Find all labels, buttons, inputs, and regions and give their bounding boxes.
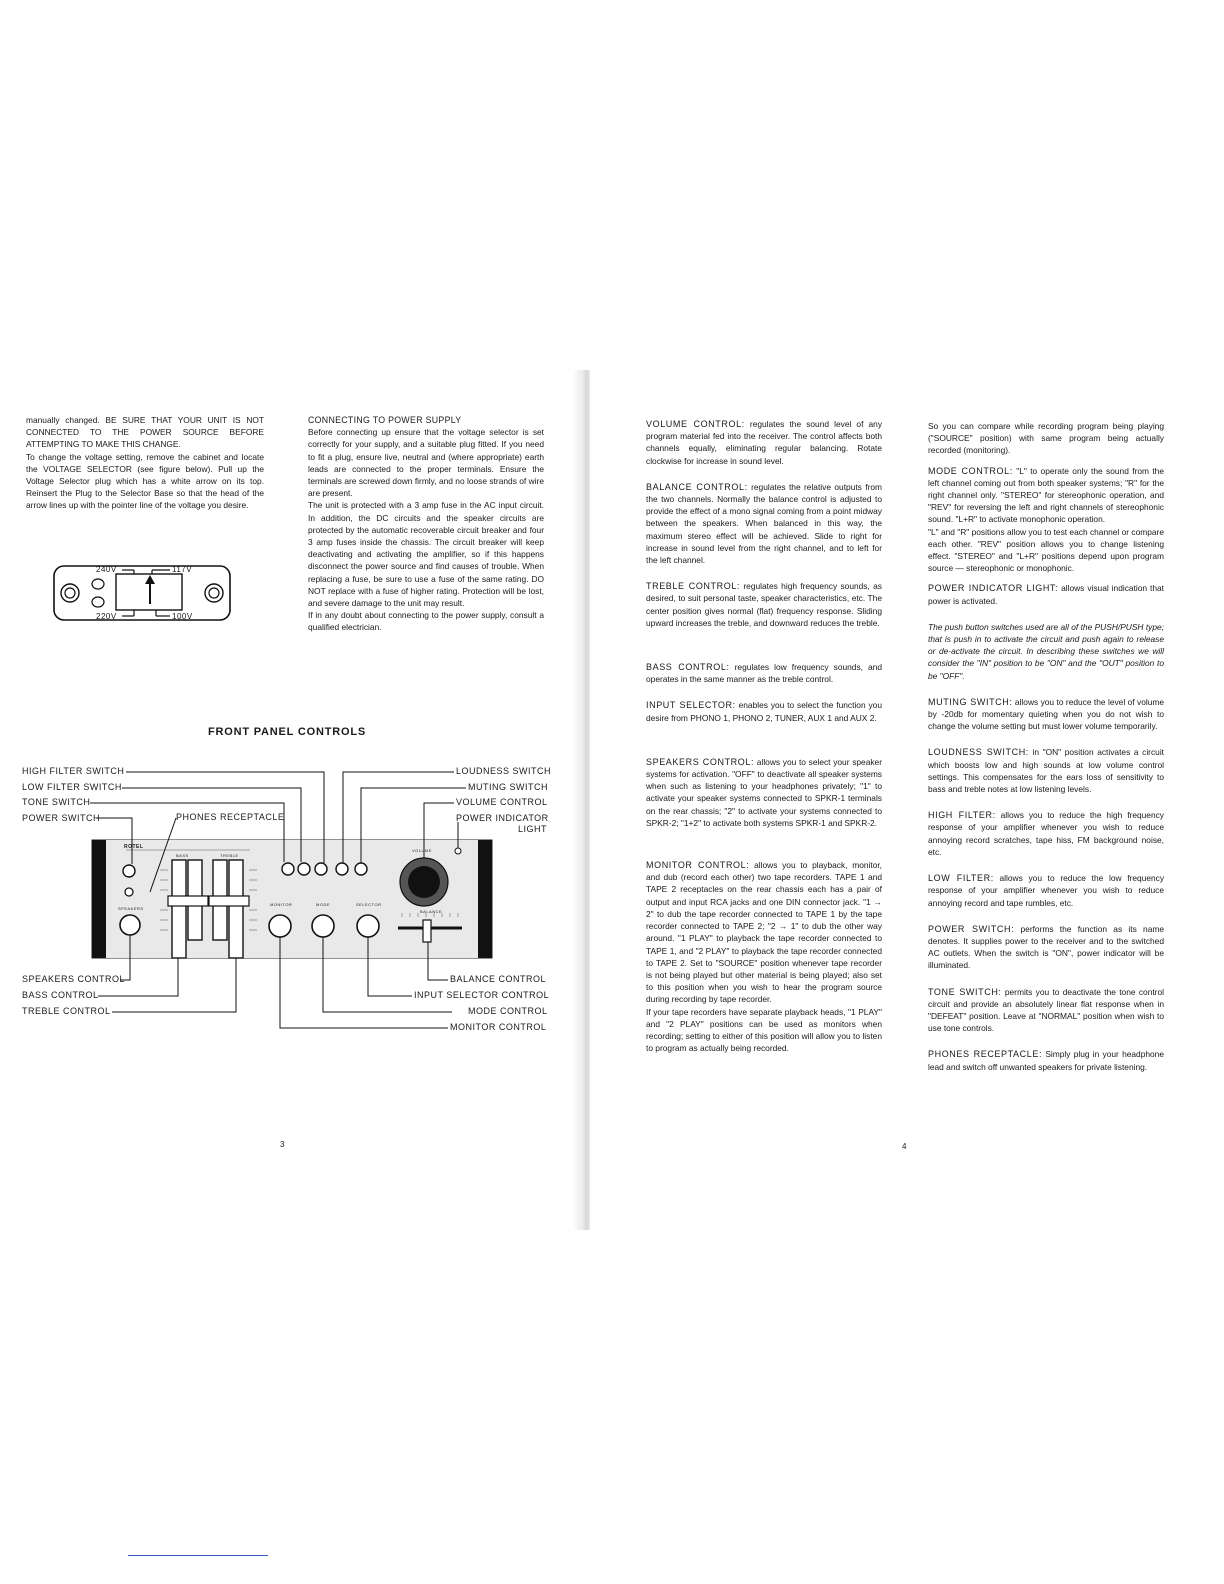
balance-control-item <box>646 481 882 566</box>
left-col-2 <box>308 414 544 634</box>
label-power-indicator: POWER INDICATOR <box>456 813 549 823</box>
label-mode-control: MODE CONTROL <box>468 1006 548 1016</box>
monitor-continuation: So you can compare while recording program being playing ("SOURCE" position) with same program being actually recorded (monitoring). <box>928 421 1164 456</box>
treble-control-text: regulates high frequency sounds, as desired, to suit personal taste, speaker characteristics, etc. The center position gives normal (flat) frequency response. Sliding upward increases the treble, and downward reduces the treble. <box>646 581 882 628</box>
label-power-switch: POWER SWITCH <box>22 813 100 823</box>
high-filter-head: HIGH FILTER: <box>928 810 996 821</box>
left-col-1 <box>26 414 264 512</box>
speakers-control-head: SPEAKERS CONTROL: <box>646 756 755 767</box>
power-indicator-text: allows visual indication that power is activated. <box>928 583 1164 606</box>
page-number-3: 3 <box>280 1140 285 1149</box>
monitor-control-text-2: If your tape recorders have separate playback heads, "1 PLAY" and "2 PLAY" positions can be used as monitors when recording; setting to either of this position will allow you to listen to program as actually being recorded. <box>646 1006 882 1054</box>
power-supply-paragraph-3: If in any doubt about connecting to the power supply, consult a qualified electrician. <box>308 610 544 633</box>
power-switch-text: performs the function as its name denotes. It supplies power to the receiver and to the switched AC outlets. When the switch is "ON", power indicator will be illuminated. <box>928 923 1164 971</box>
balance-control-head: BALANCE CONTROL: <box>646 481 748 492</box>
muting-switch-text: allows you to reduce the level of volume by -20db for momentary quieting when you do not wish to change the volume setting but must lower volume temporarily. <box>928 696 1165 732</box>
panel-balance-label: BALANCE <box>420 909 443 914</box>
label-monitor-control: MONITOR CONTROL <box>450 1022 547 1032</box>
loudness-switch-text: in "ON" position activates a circuit which boosts low and high sounds at low volume control settings. This compensates for the ears loss of sensitivity to bass and treble notes at low listening levels. <box>928 747 1165 795</box>
tone-switch-text: permits you to deactivate the tone control circuit and provide an absolutely linear flat response when in "DEFEAT" position. Leave at "NORMAL" position when wish to use tone controls. <box>928 986 1164 1034</box>
panel-monitor-label: MONITOR <box>270 902 293 907</box>
tone-switch-item <box>928 986 1164 1035</box>
voltage-warning-paragraph: manually changed. BE SURE THAT YOUR UNIT IS NOT CONNECTED TO THE POWER SOURCE BEFORE ATTEMPTING TO MAKE THIS CHANGE. <box>26 415 264 450</box>
right-page <box>590 0 1224 1584</box>
label-100v: 100V <box>172 612 193 621</box>
volume-control-text: regulates the sound level of any program material fed into the receiver. The control affects both channels equally, eliminating regular balancing. Rotate clockwise for increase in sound level. <box>646 419 883 466</box>
power-supply-heading: CONNECTING TO POWER SUPPLY <box>308 415 462 425</box>
volume-control-head: VOLUME CONTROL: <box>646 419 745 429</box>
label-light: LIGHT <box>518 824 548 834</box>
phones-receptacle-text: Simply plug in your headphone lead and switch off unwanted speakers for private listening. <box>928 1049 1164 1072</box>
panel-speakers-label: SPEAKERS <box>118 906 144 911</box>
panel-treble-label: TREBLE <box>220 853 239 858</box>
label-speakers-control: SPEAKERS CONTROL <box>22 974 126 984</box>
high-filter-text: allows you to reduce the high frequency response of your amplifier whenever you wish to reduce annoying record scratches, tape hiss, FM background noise, etc. <box>928 810 1164 857</box>
power-indicator-item <box>928 582 1164 606</box>
tone-switch-head: TONE SWITCH: <box>928 986 1002 997</box>
balance-control-text: regulates the relative outputs from the two channels. Normally the balance control is adjusted to provide the effect of a mono signal coming from a point midway between the speakers. When balanced in this way, the maximum stereo effect will be achieved. Slide to right for increase in sound level from the right channel, and to left for the left channel. <box>646 481 883 566</box>
label-muting-switch: MUTING SWITCH <box>468 782 548 792</box>
label-bass-control: BASS CONTROL <box>22 990 99 1000</box>
power-indicator-head: POWER INDICATOR LIGHT: <box>928 583 1059 594</box>
panel-mode-label: MODE <box>316 902 330 907</box>
phones-receptacle-item <box>928 1048 1164 1072</box>
power-switch-head: POWER SWITCH: <box>928 923 1015 934</box>
treble-control-head: TREBLE CONTROL: <box>646 581 741 592</box>
voltage-change-paragraph: To change the voltage setting, remove the cabinet and locate the VOLTAGE SELECTOR (see figure below). Pull up the Voltage Selector plug which has a white arrow on its top. Reinsert the Plug to the Selector Base so that the head of the arrow lines up with the pointer line of the voltage you desire. <box>26 451 264 511</box>
right-col-2 <box>928 420 1164 1073</box>
label-low-filter-switch: LOW FILTER SWITCH <box>22 782 122 792</box>
monitor-control-head: MONITOR CONTROL: <box>646 860 750 871</box>
speakers-control-text: allows you to select your speaker systems for activation. "OFF" to deactivate all speaker systems when such as listening to your headphones privately; "1" to activate your speaker systems connected to SPKR-1 terminals on the rear chassis; "2" to activate your systems connected to SPKR-2; "1+2" to activate both systems SPKR-1 and SPKR-2. <box>646 756 882 828</box>
panel-brand: ROTEL <box>124 844 144 850</box>
left-page <box>0 0 590 1584</box>
label-tone-switch: TONE SWITCH <box>22 797 91 807</box>
label-loudness-switch: LOUDNESS SWITCH <box>456 766 552 776</box>
muting-switch-item <box>928 696 1164 733</box>
bass-control-text: regulates low frequency sounds, and operates in the same manner as the treble control. <box>646 662 883 685</box>
muting-switch-head: MUTING SWITCH: <box>928 696 1013 707</box>
label-117v: 117V <box>172 565 193 574</box>
treble-control-item <box>646 580 882 629</box>
loudness-switch-item <box>928 746 1164 795</box>
label-balance-control: BALANCE CONTROL <box>450 974 547 984</box>
label-volume-control: VOLUME CONTROL <box>456 797 548 807</box>
bass-control-head: BASS CONTROL: <box>646 662 730 673</box>
monitor-control-text: allows you to playback, monitor, and dub (record each other) two tape recorders. TAPE 1 and TAPE 2 receptacles on the rear chassis each has a pair of output and input RCA jacks and one DIN connector jack. "1 → 2" to dub the tape recorder connected to TAPE 1 by the tape recorder connected to TAPE 2; "2 → 1" to dub the other way around. "1 PLAY" to playback the tape recorder connected to TAPE 1, and "2 PLAY" to playback the tape recorder connected to TAPE 2. Set to "SOURCE" position whenever tape recorder is not being played but other material is being played; also set to this position when you wish to hear the program source during recording by tape recorder. <box>646 860 883 1005</box>
label-phones-receptacle: PHONES RECEPTACLE <box>176 812 285 822</box>
speakers-control-item <box>646 756 882 829</box>
power-supply-paragraph-2: The unit is protected with a 3 amp fuse in the AC input circuit. In addition, the DC circuits and the speaker circuits are protected by the automatic recoverable circuit breaker and four 3 amp fuses inside the chassis. The circuit breaker will keep deactivating and activating the amplifier, so if this happens disconnect the power source and find causes of trouble. When replacing a fuse, be sure to use a fuse of the same rating. DO NOT replace with a fuse of higher rating. Protection will be lost, and severe damage to the unit may result. <box>308 500 544 609</box>
loudness-switch-head: LOUDNESS SWITCH: <box>928 747 1029 758</box>
mode-control-head: MODE CONTROL: <box>928 465 1013 476</box>
phones-receptacle-head: PHONES RECEPTACLE: <box>928 1049 1043 1060</box>
panel-volume-label: VOLUME <box>412 848 432 853</box>
label-high-filter-switch: HIGH FILTER SWITCH <box>22 766 125 776</box>
low-filter-text: allows you to reduce the low frequency response of your amplifier whenever you wish to reduce annoying record and tape rumbles, etc. <box>928 873 1165 908</box>
input-selector-head: INPUT SELECTOR: <box>646 700 736 711</box>
label-treble-control: TREBLE CONTROL <box>22 1006 111 1016</box>
panel-selector-label: SELECTOR <box>356 902 382 907</box>
label-240v: 240V <box>96 565 117 574</box>
label-input-selector-control: INPUT SELECTOR CONTROL <box>414 990 550 1000</box>
low-filter-item <box>928 872 1164 909</box>
input-selector-item <box>646 699 882 723</box>
volume-control-item <box>646 418 882 467</box>
blue-rule <box>128 1555 268 1556</box>
right-col-1 <box>646 418 882 1054</box>
low-filter-head: LOW FILTER: <box>928 873 994 884</box>
voltage-selector-figure <box>52 560 232 626</box>
bass-control-item <box>646 661 882 685</box>
monitor-control-item <box>646 859 882 1005</box>
mode-control-item <box>928 465 1164 526</box>
front-panel-title: FRONT PANEL CONTROLS <box>208 726 366 738</box>
mode-control-text: "L" to operate only the sound from the left channel coming out from both speaker systems; "R" for the right channel only. "STEREO" for stereophonic operation, and "REV" for reversing the left and right channels of stereophonic sound. "L+R" to activate monophonic operation. <box>928 465 1164 525</box>
power-supply-paragraph-1: Before connecting up ensure that the voltage selector is set correctly for your supply, and a suitable plug fitted. If you need to fit a plug, ensure live, neutral and (where appropriate) earth leads are connected to the proper terminals. Ensure the terminals are screwed down firmly, and no loose strands of wire are present. <box>308 427 544 499</box>
power-switch-item <box>928 923 1164 972</box>
label-220v: 220V <box>96 612 117 621</box>
mode-control-text-2: "L" and "R" positions allow you to test each channel or compare each other. "REV" position allows you to change listening effect. "STEREO" and "L+R" positions depend upon program source — stereophonic or monophonic. <box>928 526 1164 574</box>
page-number-4: 4 <box>902 1142 907 1151</box>
high-filter-item <box>928 809 1164 858</box>
input-selector-text: enables you to select the function you desire from PHONO 1, PHONO 2, TUNER, AUX 1 and AUX 2. <box>646 700 882 723</box>
push-switch-note: The push button switches used are all of the PUSH/PUSH type; that is push in to activate the circuit and push again to release or de-activate the circuit. In describing these switches we will consider the "IN" position to be "ON" and the "OUT" position to be "OFF". <box>928 621 1164 681</box>
panel-bass-label: BASS <box>176 853 189 858</box>
